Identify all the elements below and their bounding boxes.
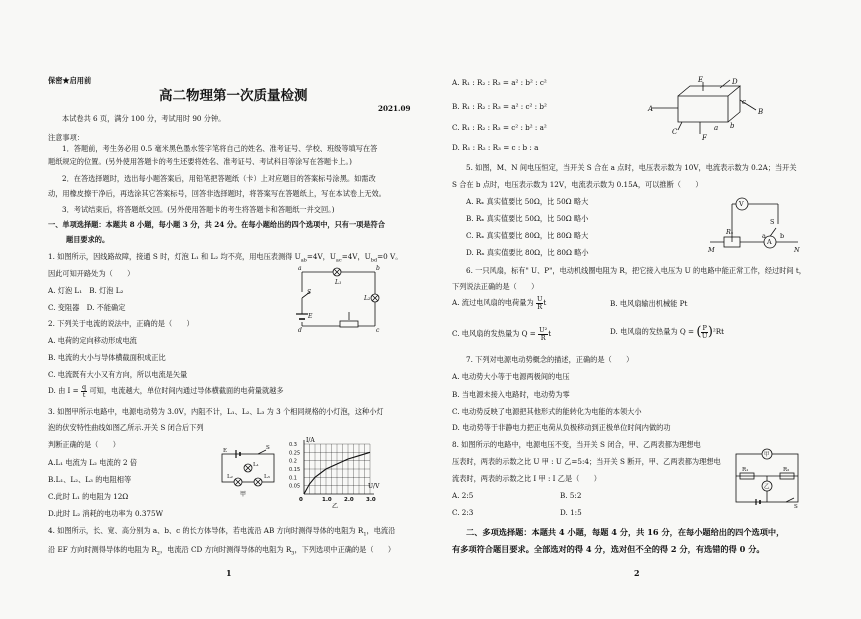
box-label: b bbox=[730, 122, 735, 130]
q3-circuit-diagram bbox=[218, 446, 280, 496]
q8-option-c: C. 2:3 bbox=[452, 508, 474, 517]
q3-stem: 3. 如图甲所示电路中，电源电动势为 3.0V，内阻不计，L₁、L₂、L₃ 为 3 个相同规格的小灯泡，这种小灯 bbox=[48, 407, 384, 416]
svg-text:S: S bbox=[770, 218, 775, 226]
y-tick-label: 0.25 bbox=[289, 450, 301, 457]
q1-options-cd: C. 变阻器 D. 不能确定 bbox=[48, 303, 126, 312]
svg-text:b: b bbox=[376, 265, 380, 272]
exam-meta: 本试卷共 6 页，满分 100 分，考试用时 90 分钟。 bbox=[62, 114, 226, 123]
section1-heading: 一、单项选择题：本题共 8 小题，每小题 3 分，共 24 分。在每小题给出的四个选项中，只有一项是符合 bbox=[48, 220, 385, 229]
q4-box-diagram bbox=[648, 78, 768, 140]
y-tick-label: 0.2 bbox=[289, 458, 297, 465]
svg-text:a: a bbox=[298, 265, 302, 272]
note-2b: 动，用橡皮擦干净后，再选涂其它答案标号，回答非选择题时，将答案写在答题纸上，写在本试卷上无效。 bbox=[48, 189, 386, 198]
svg-text:L₂: L₂ bbox=[227, 474, 233, 480]
secrecy-label: 保密★启用前 bbox=[48, 76, 92, 85]
svg-text:V: V bbox=[739, 200, 744, 208]
q6-stem-cont: 下列说法正确的是（ ） bbox=[452, 282, 539, 291]
q3-option-a: A.L₁ 电流为 L₂ 电流的 2 倍 bbox=[48, 458, 138, 467]
svg-text:S: S bbox=[266, 445, 270, 451]
q5-stem: 5. 如图，M、N 间电压恒定，当开关 S 合在 a 点时，电压表示数为 10V，电流表示数为 0.2A；当开关 bbox=[466, 163, 797, 172]
q3-stem-cont: 泡的伏安特性曲线如图乙所示.开关 S 闭合后下列 bbox=[48, 423, 204, 432]
svg-text:S: S bbox=[794, 504, 798, 510]
q4-option-a: A. R₁ : R₂ : R₃ = a² : b² : c² bbox=[452, 78, 547, 87]
q7-option-b: B. 当电源未接入电路时，电动势为零 bbox=[452, 390, 570, 399]
q7-option-c: C. 电动势反映了电源把其他形式的能转化为电能的本领大小 bbox=[452, 407, 642, 416]
x-tick-label: 2.0 bbox=[344, 497, 354, 503]
box-label: a bbox=[714, 124, 719, 132]
q2-option-b: B. 电流的大小与导体横截面积成正比 bbox=[48, 353, 166, 362]
q3-stem-cont2: 判断正确的是（ ） bbox=[48, 440, 120, 449]
q2-stem: 2. 下列关于电流的说法中，正确的是（ ） bbox=[48, 319, 194, 328]
page-number-left: 1 bbox=[226, 568, 232, 578]
note-1a: 1．答题前，考生务必用 0.5 毫米黑色墨水签字笔将自己的姓名、准考证号、学校、班级等填写在答 bbox=[62, 144, 378, 153]
y-tick-label: 0.1 bbox=[289, 475, 297, 482]
svg-text:L₁: L₁ bbox=[253, 462, 259, 468]
svg-text:a: a bbox=[762, 232, 766, 240]
q6-option-d: D. 电风扇的发热量为 Q = ( $\frac{P}{U}$ )²Rt bbox=[610, 324, 725, 340]
x-tick-label: 3.0 bbox=[366, 497, 376, 503]
q3-option-b: B.L₁、L₂、L₃ 的电阻相等 bbox=[48, 475, 132, 484]
page-number-right: 2 bbox=[634, 568, 640, 578]
note-3: 3．考试结束后，将答题纸交回。(另外使用答题卡的考生将答题卡和答题纸一并交回。) bbox=[62, 205, 335, 214]
section1-heading-cont: 题目要求的。 bbox=[66, 235, 110, 244]
q3-iv-chart bbox=[288, 436, 384, 508]
box-label: C bbox=[672, 128, 678, 136]
y-tick-label: 0.05 bbox=[289, 483, 301, 490]
q8-stem-cont: 压表时，两表的示数之比 U 甲 : U 乙=5:4；当开关 S 断开，甲、乙两表都为理想电 bbox=[452, 457, 721, 466]
svg-text:R₂: R₂ bbox=[783, 467, 790, 473]
q1-options-ab: A. 灯泡 L₁ B. 灯泡 L₂ bbox=[48, 286, 124, 295]
note-2a: 2．在答选择题时，选出每小题答案后，用铅笔把答题纸（卡）上对应题目的答案标号涂黑。如需改 bbox=[62, 174, 376, 183]
exam-date: 2021.09 bbox=[378, 104, 411, 113]
svg-text:L₃: L₃ bbox=[264, 474, 270, 480]
q7-stem: 7. 下列对电源电动势概念的描述，正确的是（ ） bbox=[466, 355, 634, 364]
q4-stem: 4. 如图所示，长、宽、高分别为 a、b、c 的长方体导体，若电流沿 AB 方向时测得导体的电阻为 $R_1$，电流沿 bbox=[48, 526, 396, 538]
q5-circuit-diagram bbox=[706, 194, 806, 252]
q5-option-c: C. Rₓ 真实值要比 80Ω，比 80Ω 略大 bbox=[466, 231, 589, 240]
svg-text:A: A bbox=[767, 238, 772, 246]
q8-stem: 8. 如图所示的电路中，电源电压不变，当开关 S 闭合，甲、乙两表都为理想电 bbox=[452, 440, 701, 449]
q1-stem: 1. 如图所示，因线路故障，接通 S 时，灯泡 L₁ 和 L₂ 均不亮，用电压表测得 $U_{ab}=4V$，$U_{ac}=4V$，$U_{bd}=0$ V。 bbox=[48, 252, 403, 264]
q7-option-d: D. 电动势等于非静电力把正电荷从负极移动到正极单位时间内做的功 bbox=[452, 423, 671, 432]
q2-option-a: A. 电荷的定向移动形成电流 bbox=[48, 336, 137, 345]
q6-stem: 6. 一只风扇，标有" U、P"，电动机线圈电阻为 R，把它接入电压为 U 的电路中能正常工作，经过时间 t， bbox=[466, 266, 806, 275]
q4-option-d: D. R₁ : R₂ : R₃ = c : b : a bbox=[452, 143, 539, 152]
q6-option-c: C. 电风扇的发热量为 Q = $\frac{\text{U²}}{R}$ t bbox=[452, 326, 552, 342]
page-title: 高二物理第一次质量检测 bbox=[159, 88, 308, 104]
svg-text:乙: 乙 bbox=[764, 484, 770, 490]
svg-text:L₂: L₂ bbox=[364, 295, 371, 302]
x-tick-label: 1.0 bbox=[322, 497, 332, 503]
svg-text:Rₓ: Rₓ bbox=[726, 228, 734, 236]
q3-fig-a-caption: 甲 bbox=[240, 491, 247, 498]
box-label: F bbox=[702, 134, 707, 142]
q5-option-b: B. Rₓ 真实值要比 50Ω，比 50Ω 略小 bbox=[466, 214, 589, 223]
section2-heading-cont: 有多项符合题目要求。全部选对的得 4 分，选对但不全的得 2 分，有选错的得 0 分。 bbox=[452, 544, 765, 554]
section2-heading: 二、多项选择题：本题共 4 小题，每题 4 分，共 16 分，在每小题给出的四个选项中， bbox=[466, 527, 785, 537]
svg-text:E: E bbox=[223, 448, 228, 454]
q7-option-a: A. 电动势大小等于电源两极间的电压 bbox=[452, 372, 570, 381]
y-tick-label: 0.3 bbox=[289, 442, 297, 448]
box-label: c bbox=[742, 98, 746, 106]
q8-option-a: A. 2:5 bbox=[452, 491, 474, 500]
svg-text:c: c bbox=[376, 327, 380, 334]
chart-xlabel: U/V bbox=[368, 483, 380, 490]
q4-option-c: C. R₁ : R₂ : R₃ = c² : b² : a² bbox=[452, 123, 547, 132]
box-label: A bbox=[648, 105, 654, 113]
svg-text:L₁: L₁ bbox=[335, 279, 342, 286]
q2-option-c: C. 电流既有大小又有方向，所以电流是矢量 bbox=[48, 370, 188, 379]
q6-option-a: A. 流过电风扇的电荷量为 $\frac{U}{R}$ t bbox=[452, 295, 547, 311]
svg-text:S: S bbox=[307, 289, 312, 296]
q1-circuit-diagram bbox=[290, 262, 390, 332]
q8-option-d: D. 1:5 bbox=[560, 508, 582, 517]
q5-option-a: A. Rₓ 真实值要比 50Ω，比 50Ω 略大 bbox=[466, 197, 589, 206]
q3-fig-b-caption: 乙 bbox=[332, 503, 339, 510]
q3-option-c: C.此时 L₁ 的电阻为 12Ω bbox=[48, 492, 129, 501]
box-label: D bbox=[732, 78, 738, 86]
q4-stem-cont: 沿 EF 方向时测得导体的电阻为 $R_2$，电流沿 CD 方向时测得导体的电阻为 $R_3$，下列选项中正确的是（ ） bbox=[48, 545, 396, 557]
q8-option-b: B. 5:2 bbox=[560, 491, 582, 500]
svg-text:M: M bbox=[708, 246, 715, 254]
svg-text:E: E bbox=[308, 313, 313, 320]
q8-stem-cont2: 流表时，两表的示数之比 I 甲 : I 乙是（ ） bbox=[452, 474, 601, 483]
svg-text:甲: 甲 bbox=[764, 452, 770, 458]
box-label: E bbox=[698, 76, 704, 84]
svg-text:d: d bbox=[298, 327, 302, 334]
q1-stem-cont: 因此可知开路处为（ ） bbox=[48, 269, 135, 278]
q3-option-d: D.此时 L₂ 消耗的电功率为 0.375W bbox=[48, 509, 163, 518]
x-tick-label: 0 bbox=[299, 497, 303, 503]
notes-heading: 注意事项： bbox=[48, 133, 84, 142]
y-tick-label: 0.15 bbox=[289, 467, 301, 473]
note-1b: 题纸规定的位置。(另外使用答题卡的考生还要将姓名、准考证号、考试科目等涂写在答题卡上。) bbox=[48, 157, 352, 166]
chart-ylabel: I/A bbox=[306, 437, 315, 444]
svg-text:b: b bbox=[780, 232, 785, 240]
q5-option-d: D. Rₓ 真实值要比 80Ω，比 80Ω 略小 bbox=[466, 248, 589, 257]
svg-text:N: N bbox=[794, 246, 800, 254]
svg-text:R₁: R₁ bbox=[742, 467, 749, 473]
q2-option-d: D. 由 I = $\frac{q}{t}$ 可知，电流越大，单位时间内通过导体横截面的电荷量就越多 bbox=[48, 383, 284, 399]
q8-circuit-diagram bbox=[728, 440, 806, 510]
q5-stem-cont: S 合在 b 点时，电压表示数为 12V，电流表示数为 0.15A，可以推断（ ） bbox=[452, 180, 703, 189]
q6-option-b: B. 电风扇输出机械能 Pt bbox=[610, 299, 688, 308]
q4-option-b: B. R₁ : R₂ : R₃ = a² : c² : b² bbox=[452, 102, 547, 111]
box-label: B bbox=[758, 108, 764, 116]
